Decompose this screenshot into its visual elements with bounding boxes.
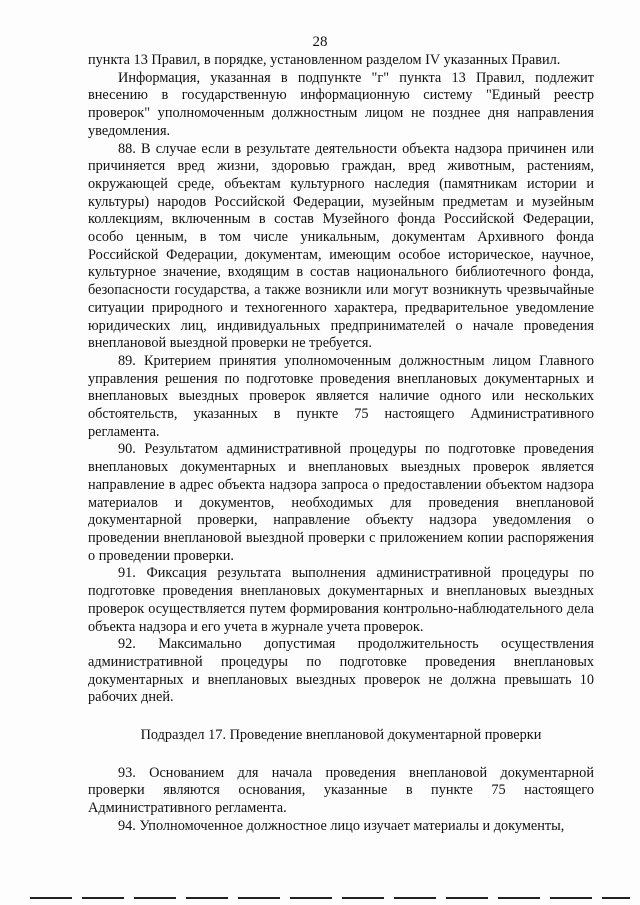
body-text — [88, 52, 594, 836]
paragraph-92: 92. Максимально допустимая продолжительность осуществления административной процедуры по подготовке проведения внеплановых документарных и внеплановых выездных проверок не должна превышать 10 рабочих дней. — [88, 636, 594, 706]
paragraph-continuation: пункта 13 Правил, в порядке, установленном разделом IV указанных Правил. — [88, 52, 561, 68]
paragraph-88: 88. В случае если в результате деятельности объекта надзора причинен или причиняется вред жизни, здоровью граждан, вред животным, растениям, окружающей среде, объектам культурного наследия (памятникам истории и культуры) народов Российской Федерации, музейным предметам и музейным коллекциям, включенным в состав Музейного фонда Российской Федерации, особо ценным, в том числе уникальным, документам Архивного фонда Российской Федерации, документам, имеющим особое историческое, научное, культурное значение, входящим в состав национального библиотечного фонда, безопасности государства, а также возникли или могут возникнуть чрезвычайные ситуации природного и техногенного характера, предварительное уведомление юридических лиц, индивидуальных предпринимателей о начале проведения внеплановой выездной проверки не требуется. — [88, 140, 594, 352]
page-number: 28 — [312, 34, 328, 50]
paragraph: Информация, указанная в подпункте "г" пункта 13 Правил, подлежит внесению в государственную информационную систему "Единый реестр проверок" уполномоченным должностным лицом не позднее дня направления уведомления. — [88, 69, 594, 139]
paragraph-90: 90. Результатом административной процедуры по подготовке проведения внеплановых документарных и внеплановых выездных проверок является направление в адрес объекта надзора запроса о предоставлении объектом надзора материалов и документов, необходимых для проведения внеплановой документарной проверки, направление объекту надзора уведомления о проведении внеплановой выездной проверки с приложением копии распоряжения о проведении проверки. — [88, 441, 594, 564]
paragraph-94: 94. Уполномоченное должностное лицо изучает материалы и документы, — [118, 817, 565, 834]
scan-edge-artifact — [30, 897, 630, 899]
paragraph-89: 89. Критерием принятия уполномоченным должностным лицом Главного управления решения по подготовке проведения внеплановых документарных и внеплановых выездных проверок является наличие одного или нескольких обстоятельств, указанных в пункте 75 настоящего Административного регламента. — [88, 352, 594, 440]
section-heading: Подраздел 17. Проведение внеплановой документарной проверки — [140, 727, 542, 744]
paragraph-93: 93. Основанием для начала проведения внеплановой документарной проверки являются основания, указанные в пункте 75 настоящего Административного регламента. — [88, 764, 594, 817]
paragraph-91: 91. Фиксация результата выполнения административной процедуры по подготовке проведения внеплановых документарных и внеплановых выездных проверок осуществляется путем формирования контрольно-наблюдательного дела объекта надзора и его учета в журнале учета проверок. — [88, 565, 594, 635]
